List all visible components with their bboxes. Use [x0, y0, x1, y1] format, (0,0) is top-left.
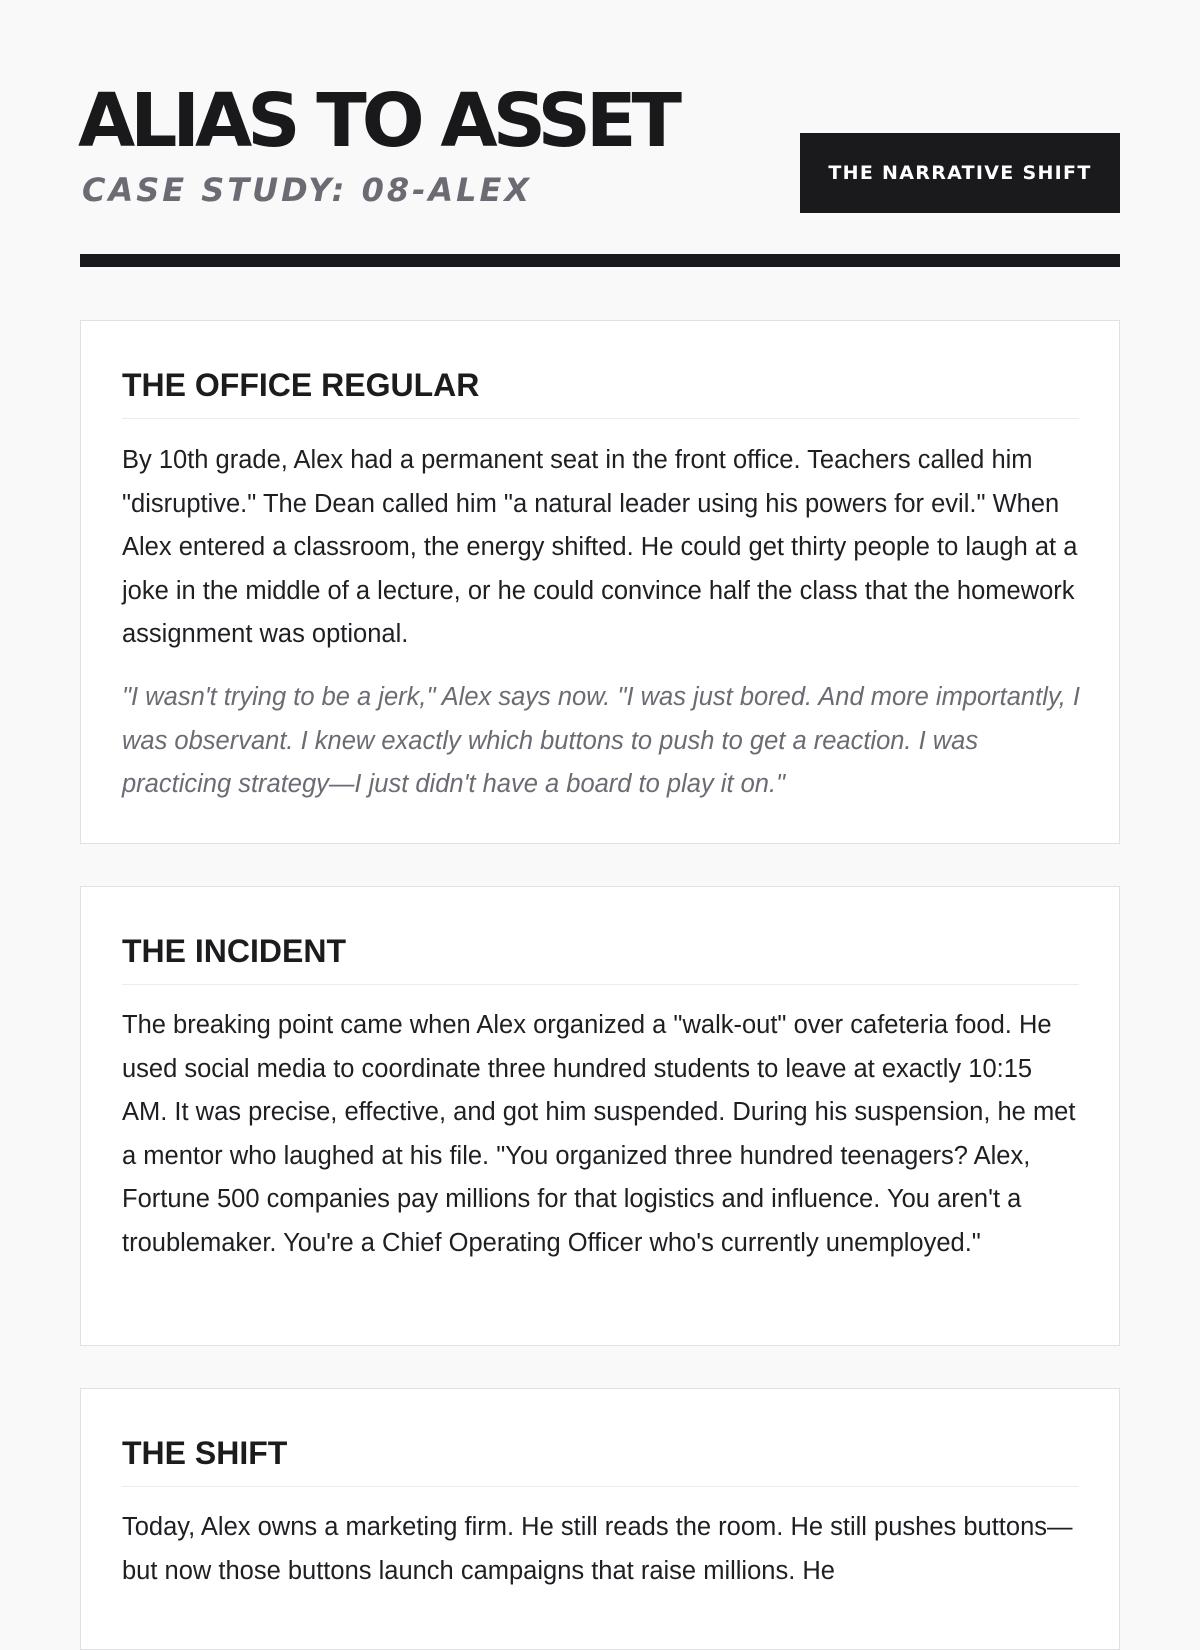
section-body: By 10th grade, Alex had a permanent seat in the front office. Teachers called him "disruptive." The Dean called him "a natural leader using his powers for evil." When Alex entered a classroom, the energy shifted. He could get thirty people to laugh at a joke in the middle of a lecture, or he could convince half the class that the homework assignment was optional.	[122, 446, 1078, 648]
page-title: ALIAS TO ASSET	[78, 78, 677, 164]
section-incident	[80, 886, 1120, 1346]
narrative-shift-badge: THE NARRATIVE SHIFT	[800, 133, 1120, 213]
page-header	[80, 0, 1120, 268]
case-study-page	[78, 0, 1120, 1585]
alex-quote: "I wasn't trying to be a jerk," Alex says now. "I was just bored. And more importantly, I was observant. I knew exactly which buttons to push to get a reaction. I was practicing strategy—I just didn't have a board to play it on."	[122, 683, 1080, 798]
section-heading: THE SHIFT	[122, 1433, 1079, 1487]
case-study-subtitle: CASE STUDY: 08-ALEX	[82, 171, 533, 209]
section-shift	[80, 1388, 1120, 1650]
section-office-regular	[80, 320, 1120, 844]
section-body: The breaking point came when Alex organized a "walk-out" over cafeteria food. He used social media to coordinate three hundred students to leave at exactly 10:15 AM. It was precise, effective, and got him suspended. During his suspension, he met a mentor who laughed at his file. "You organized three hundred teenagers? Alex, Fortune 500 companies pay millions for that logistics and influence. You aren't a troublemaker. You're a Chief Operating Officer who's currently unemployed."	[122, 1011, 1076, 1257]
header-divider	[80, 254, 1120, 267]
section-body: Today, Alex owns a marketing firm. He still reads the room. He still pushes buttons—but now those buttons launch campaigns that raise millions. He	[122, 1513, 1073, 1585]
section-heading: THE OFFICE REGULAR	[122, 365, 1079, 419]
section-heading: THE INCIDENT	[122, 931, 1079, 985]
